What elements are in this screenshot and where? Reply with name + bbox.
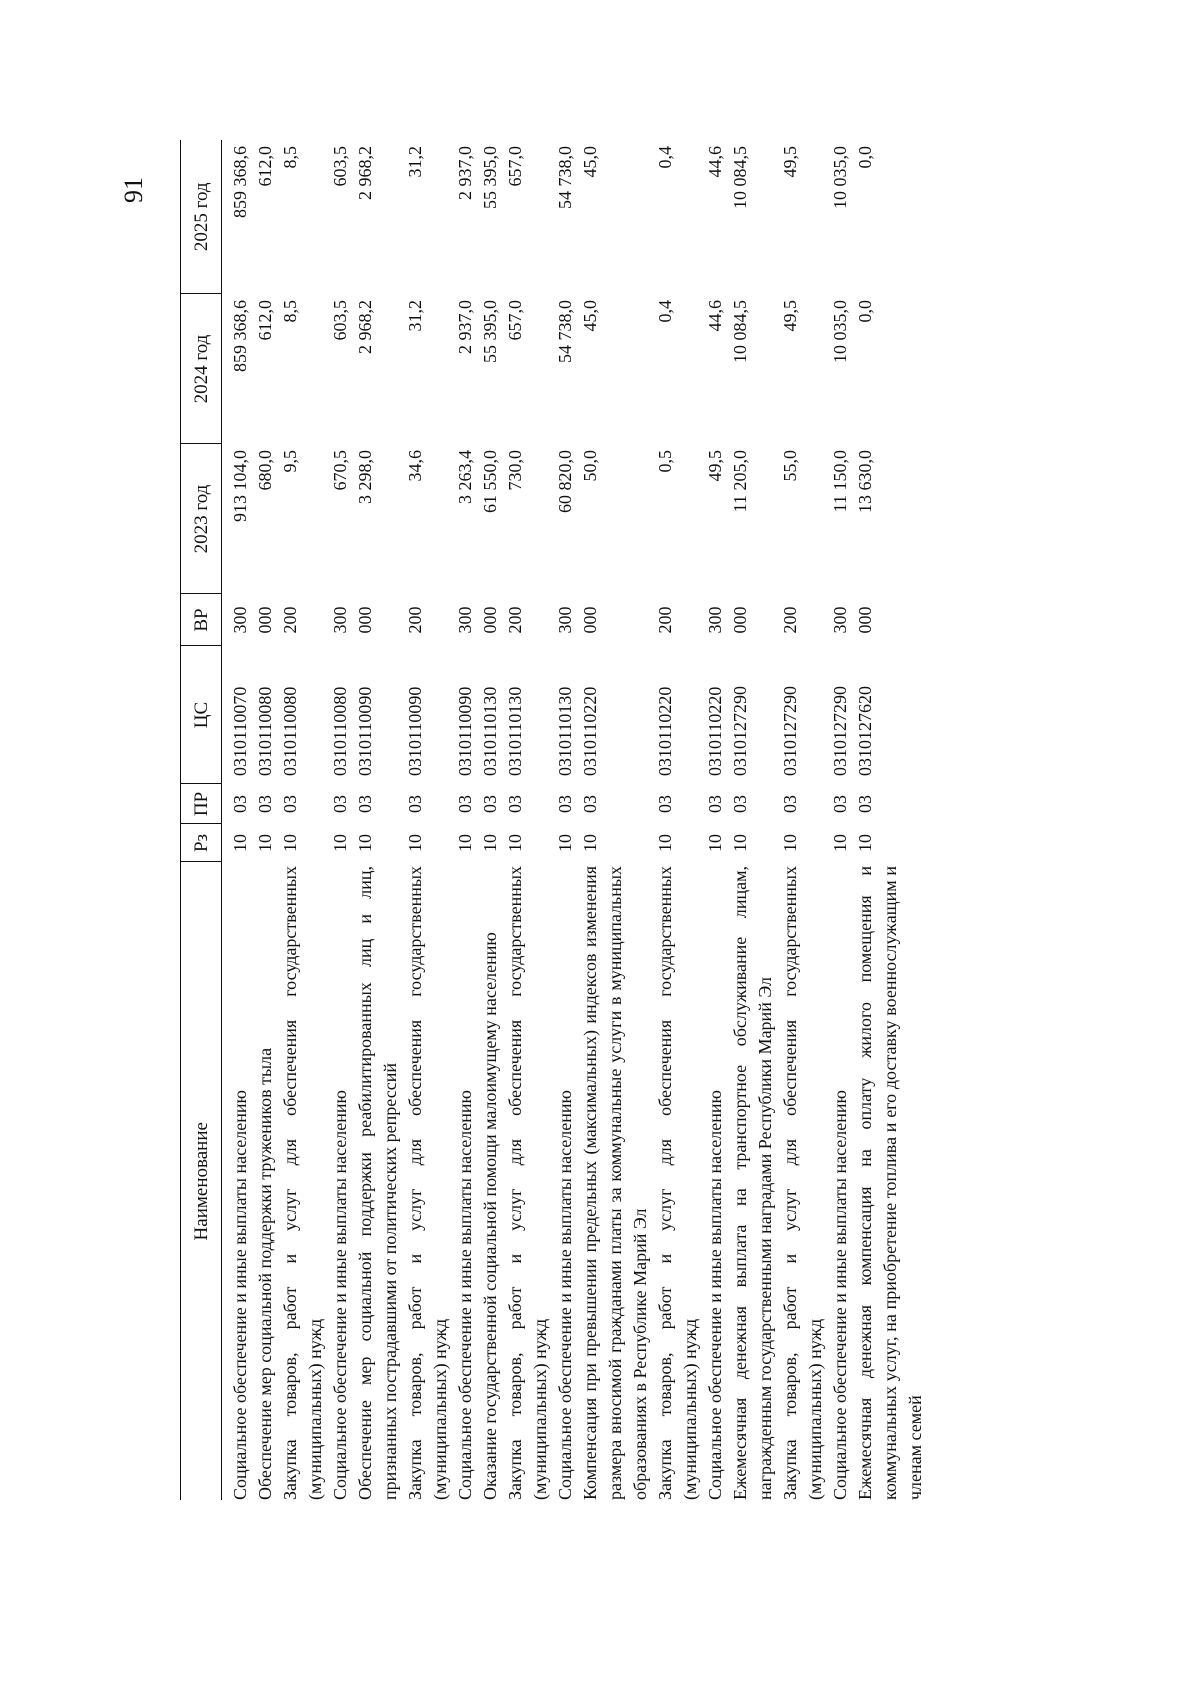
cell-rz: 10: [405, 834, 425, 852]
cell-vr: 300: [555, 606, 575, 634]
cell-rz: 10: [480, 834, 500, 852]
cell-2025: 55 395,0: [480, 146, 500, 209]
cell-cs: 0310110130: [480, 686, 500, 776]
page-number: 91: [119, 177, 148, 203]
cell-pr: 03: [830, 795, 850, 813]
cell-vr: 200: [505, 606, 525, 634]
table-header-row: [181, 140, 222, 1500]
cell-vr: 200: [405, 606, 425, 634]
cell-name: Ежемесячная денежная компенсация на оплату жилого помещения и коммунальных услуг, на приобретение топлива и его доставку военнослужащим и членам семей: [855, 866, 925, 1500]
cell-2023: 0,5: [655, 450, 675, 473]
cell-name: Закупка товаров, работ и услуг для обеспечения государственных (муниципальных) нужд: [505, 866, 550, 1500]
cell-vr: 300: [705, 606, 725, 634]
cell-name: Закупка товаров, работ и услуг для обеспечения государственных (муниципальных) нужд: [780, 866, 825, 1500]
cell-pr: 03: [705, 795, 725, 813]
cell-2024: 2 937,0: [455, 300, 475, 354]
cell-name: Социальное обеспечение и иные выплаты населению: [830, 1090, 850, 1500]
cell-2024: 31,2: [405, 300, 425, 332]
cell-2025: 0,0: [855, 146, 875, 169]
cell-pr: 03: [505, 795, 525, 813]
cell-2023: 61 550,0: [480, 450, 500, 513]
cell-2025: 8,5: [280, 146, 300, 169]
cell-vr: 000: [480, 606, 500, 634]
cell-vr: 000: [580, 606, 600, 634]
cell-rz: 10: [330, 834, 350, 852]
cell-pr: 03: [480, 795, 500, 813]
cell-cs: 0310110220: [705, 686, 725, 776]
cell-2025: 31,2: [405, 146, 425, 178]
cell-2023: 913 104,0: [230, 450, 250, 522]
cell-rz: 10: [730, 834, 750, 852]
table-row: [728, 140, 778, 1500]
cell-2025: 49,5: [780, 146, 800, 178]
cell-rz: 10: [255, 834, 275, 852]
cell-2025: 603,5: [330, 146, 350, 187]
cell-vr: 000: [730, 606, 750, 634]
cell-2023: 670,5: [330, 450, 350, 491]
cell-rz: 10: [355, 834, 375, 852]
cell-2024: 0,4: [655, 300, 675, 323]
cell-vr: 200: [280, 606, 300, 634]
cell-name: Закупка товаров, работ и услуг для обеспечения государственных (муниципальных) нужд: [405, 866, 450, 1500]
table-row: [853, 140, 928, 1500]
cell-cs: 0310110090: [455, 686, 475, 776]
cell-pr: 03: [230, 795, 250, 813]
cell-name: Обеспечение мер социальной поддержки тружеников тыла: [255, 1047, 275, 1500]
header-rz: Рз: [181, 824, 222, 862]
table-row: [778, 140, 828, 1500]
table-row: [503, 140, 553, 1500]
table-row: [253, 140, 278, 1500]
table-row: [403, 140, 453, 1500]
cell-vr: 300: [455, 606, 475, 634]
cell-pr: 03: [355, 795, 375, 813]
cell-2023: 11 205,0: [730, 450, 750, 513]
cell-2024: 44,6: [705, 300, 725, 332]
cell-rz: 10: [580, 834, 600, 852]
cell-rz: 10: [830, 834, 850, 852]
cell-2023: 34,6: [405, 450, 425, 482]
cell-vr: 000: [855, 606, 875, 634]
cell-2024: 10 035,0: [830, 300, 850, 363]
cell-rz: 10: [505, 834, 525, 852]
cell-2023: 60 820,0: [555, 450, 575, 513]
cell-vr: 200: [780, 606, 800, 634]
cell-pr: 03: [455, 795, 475, 813]
cell-pr: 03: [330, 795, 350, 813]
cell-name: Социальное обеспечение и иные выплаты населению: [230, 1090, 250, 1500]
cell-name: Обеспечение мер социальной поддержки реабилитированных лиц и лиц, признанных пострадавшими от политических репрессий: [355, 866, 400, 1500]
cell-2025: 54 738,0: [555, 146, 575, 209]
cell-pr: 03: [255, 795, 275, 813]
budget-table-page: [180, 140, 980, 1500]
header-2025: 2025 год: [181, 140, 222, 294]
cell-2025: 10 035,0: [830, 146, 850, 209]
table-row: [703, 140, 728, 1500]
cell-name: Закупка товаров, работ и услуг для обеспечения государственных (муниципальных) нужд: [280, 866, 325, 1500]
cell-vr: 200: [655, 606, 675, 634]
table-row: [478, 140, 503, 1500]
cell-rz: 10: [855, 834, 875, 852]
cell-2024: 0,0: [855, 300, 875, 323]
cell-2024: 10 084,5: [730, 300, 750, 363]
cell-2024: 8,5: [280, 300, 300, 323]
cell-2023: 49,5: [705, 450, 725, 482]
cell-2023: 3 263,4: [455, 450, 475, 504]
cell-cs: 0310110080: [330, 686, 350, 776]
cell-2024: 45,0: [580, 300, 600, 332]
cell-2023: 55,0: [780, 450, 800, 482]
cell-rz: 10: [230, 834, 250, 852]
cell-2025: 10 084,5: [730, 146, 750, 209]
table-row: [578, 140, 653, 1500]
budget-table: [180, 140, 928, 1500]
cell-name: Социальное обеспечение и иные выплаты населению: [455, 1090, 475, 1500]
cell-pr: 03: [780, 795, 800, 813]
cell-vr: 300: [330, 606, 350, 634]
cell-2023: 3 298,0: [355, 450, 375, 504]
cell-cs: 0310110130: [505, 686, 525, 776]
cell-vr: 000: [255, 606, 275, 634]
header-pr: ПР: [181, 784, 222, 824]
table-row: [553, 140, 578, 1500]
header-2023: 2023 год: [181, 444, 222, 594]
cell-cs: 0310127290: [830, 686, 850, 776]
cell-2023: 730,0: [505, 450, 525, 491]
cell-rz: 10: [705, 834, 725, 852]
cell-rz: 10: [655, 834, 675, 852]
cell-cs: 0310110080: [280, 686, 300, 776]
cell-pr: 03: [730, 795, 750, 813]
cell-rz: 10: [455, 834, 475, 852]
cell-cs: 0310110090: [405, 686, 425, 776]
cell-vr: 300: [230, 606, 250, 634]
cell-name: Социальное обеспечение и иные выплаты населению: [330, 1090, 350, 1500]
table-row: [328, 140, 353, 1500]
cell-2025: 612,0: [255, 146, 275, 187]
cell-2024: 49,5: [780, 300, 800, 332]
cell-cs: 0310110070: [230, 686, 250, 776]
cell-2025: 44,6: [705, 146, 725, 178]
header-2024: 2024 год: [181, 294, 222, 444]
cell-2023: 680,0: [255, 450, 275, 491]
cell-pr: 03: [405, 795, 425, 813]
cell-2024: 2 968,2: [355, 300, 375, 354]
cell-name: Оказание государственной социальной помощи малоимущему населению: [480, 932, 500, 1500]
table-row: [453, 140, 478, 1500]
cell-cs: 0310110130: [555, 686, 575, 776]
cell-2025: 45,0: [580, 146, 600, 178]
cell-2024: 859 368,6: [230, 300, 250, 372]
table-row: [653, 140, 703, 1500]
cell-cs: 0310110080: [255, 686, 275, 776]
table-body: [222, 140, 929, 1500]
cell-2025: 0,4: [655, 146, 675, 169]
cell-vr: 300: [830, 606, 850, 634]
cell-2023: 50,0: [580, 450, 600, 482]
cell-2024: 603,5: [330, 300, 350, 341]
cell-2023: 11 150,0: [830, 450, 850, 513]
cell-2023: 9,5: [280, 450, 300, 473]
cell-name: Социальное обеспечение и иные выплаты населению: [555, 1090, 575, 1500]
cell-cs: 0310127290: [730, 686, 750, 776]
cell-2024: 657,0: [505, 300, 525, 341]
cell-cs: 0310110090: [355, 686, 375, 776]
cell-name: Компенсация при превышении предельных (максимальных) индексов изменения размера вносимой гражданами платы за коммунальные услуги в муниципальных образованиях в Республике Марий Эл: [580, 866, 650, 1500]
cell-2024: 54 738,0: [555, 300, 575, 363]
cell-name: Ежемесячная денежная выплата на транспортное обслуживание лицам, награжденным государственными наградами Республики Марий Эл: [730, 866, 775, 1500]
cell-rz: 10: [555, 834, 575, 852]
cell-name: Социальное обеспечение и иные выплаты населению: [705, 1090, 725, 1500]
cell-2025: 859 368,6: [230, 146, 250, 218]
cell-cs: 0310127620: [855, 686, 875, 776]
cell-pr: 03: [280, 795, 300, 813]
cell-cs: 0310127290: [780, 686, 800, 776]
cell-2023: 13 630,0: [855, 450, 875, 513]
cell-name: Закупка товаров, работ и услуг для обеспечения государственных (муниципальных) нужд: [655, 866, 700, 1500]
cell-rz: 10: [280, 834, 300, 852]
cell-2024: 612,0: [255, 300, 275, 341]
cell-2025: 657,0: [505, 146, 525, 187]
header-vr: ВР: [181, 594, 222, 646]
cell-2024: 55 395,0: [480, 300, 500, 363]
table-row: [828, 140, 853, 1500]
cell-pr: 03: [555, 795, 575, 813]
cell-2025: 2 968,2: [355, 146, 375, 200]
header-name: Наименование: [181, 862, 222, 1500]
table-row: [353, 140, 403, 1500]
cell-cs: 0310110220: [580, 686, 600, 776]
cell-rz: 10: [780, 834, 800, 852]
header-cs: ЦС: [181, 646, 222, 784]
cell-vr: 000: [355, 606, 375, 634]
cell-pr: 03: [655, 795, 675, 813]
cell-2025: 2 937,0: [455, 146, 475, 200]
cell-pr: 03: [855, 795, 875, 813]
cell-cs: 0310110220: [655, 686, 675, 776]
cell-pr: 03: [580, 795, 600, 813]
table-row: [222, 140, 254, 1500]
table-row: [278, 140, 328, 1500]
